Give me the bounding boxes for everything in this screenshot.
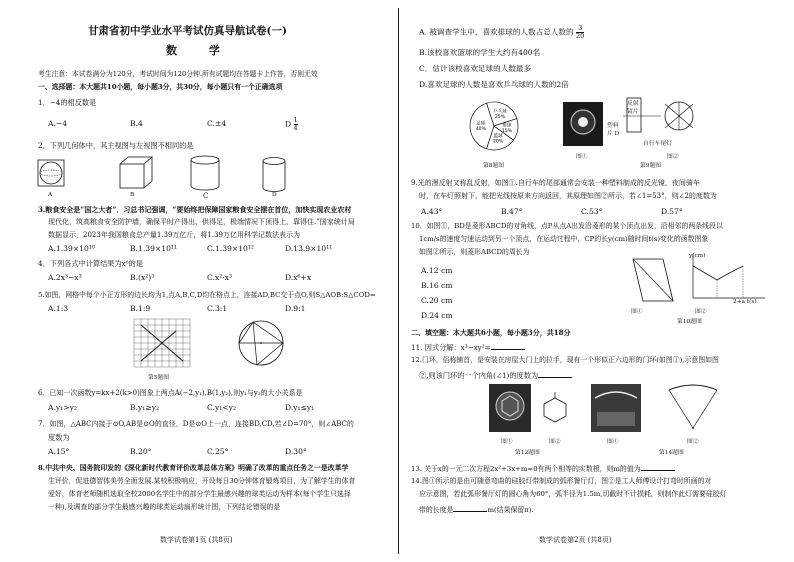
bike-label-4: 片 D [607, 131, 620, 137]
exam-page-2 [399, 0, 794, 562]
pie-label-3-0: 篮球 [493, 133, 503, 139]
q11-answer-blank[interactable] [491, 342, 525, 350]
q12-door-knocker-photo [489, 384, 531, 432]
q10-x-axis-label: 2+a t(s) [733, 299, 757, 305]
pie-label-1-1: 25% [494, 115, 506, 121]
q10-fig-2-caption: 图② [695, 309, 707, 315]
bike-label-3: 塑料 [607, 123, 619, 129]
q14-arc-diagram [663, 382, 723, 434]
q9-option-d[interactable]: D.57° [661, 207, 683, 216]
q2-label-a: A [48, 192, 53, 198]
fig8-caption: 第8题图 [483, 163, 505, 169]
q14-answer-blank[interactable] [453, 504, 487, 512]
q9-line-2: 时，在车灯照射下，能把光线按原来方向返回，其原理如图②所示，若∠1=53°，则∠2的度数为 [419, 192, 717, 200]
q1-option-a[interactable]: A.−4 [48, 119, 68, 128]
pie-label-0-1: 40% [475, 126, 486, 132]
q11-stem [411, 342, 525, 352]
q3-line-1: 3.粮食安全是“国之大者”．习总书记强调，“要始终把保障国家粮食安全摆在首位，加快实现农业农村 [38, 205, 352, 214]
q13-answer-blank[interactable] [641, 463, 675, 471]
fig14-caption: 第14题图 [659, 450, 684, 456]
q12-line-2-text: ②,则该门环的一个内角(∠1)的度数为 [419, 371, 539, 380]
q10-line-3: 如图②所示，则菱形ABCD的周长为 [419, 248, 530, 256]
fig12-caption: 第12题图 [515, 450, 540, 456]
q10-line-1: 10．如图①，BD是菱形ABCD的对角线，点P从点A出发沿菱形的某个顶点出发，沿相邻的两条线段以 [411, 222, 723, 230]
q13-text: 13. 关于x的一元二次方程2x²+3x+m=0有两个相等的实数根，则m的值为 [411, 465, 641, 473]
q14-line-3-text: 带的长度是 [419, 506, 454, 514]
q1-option-b[interactable]: B.4 [130, 119, 143, 128]
q8-option-d[interactable]: D.喜欢足球的人数是喜欢乒乓球的人数的2倍 [419, 80, 569, 89]
section-1-heading: 一、选择题：本大题共10小题，每小题3分，共30分，每小题只有一个正确选项 [38, 83, 283, 91]
section-2-heading: 二、填空题：本大题共6小题，每小题3分，共18分 [411, 328, 571, 337]
q5-grid-figure [132, 317, 192, 369]
solid-b-cube-icon [120, 157, 152, 188]
q8-pie-chart [469, 94, 519, 158]
q12-fig-2: 图② [549, 439, 561, 445]
solid-d-cylinder-icon [263, 158, 285, 192]
q6-option-b[interactable]: B.y₁≥y₂ [130, 403, 160, 412]
q3-line-2: 现代化，筑高粮食安全防护墙，确保平时产得出、供得足，极端情况下顶得上、靠得住.”国家统计局 [48, 218, 355, 226]
pie-label-0-0: 足球 [476, 121, 486, 127]
q7-line-2: 度数为 [48, 433, 70, 442]
pie-label-2-0: 排球 [502, 123, 512, 129]
q8-option-b[interactable]: B.该校喜欢篮球的学生大约有400名 [419, 48, 541, 57]
q6-option-d[interactable]: D.y₁≤y₁ [285, 403, 315, 412]
q10-option-a[interactable]: A.12 cm [421, 266, 453, 275]
q5-option-c[interactable]: C.3:1 [207, 304, 228, 313]
q4-stem: 4．下列各式中计算结果为x⁶的是 [38, 259, 143, 268]
q6-option-a[interactable]: A.y₁>y₂ [48, 403, 77, 412]
solid-c-cylinder-icon [191, 156, 219, 190]
q12-hexagon-diagram [541, 390, 569, 430]
q13-stem [411, 463, 675, 474]
q8-line-3: 爱好，体育老师随机选取全校2000名学生中的部分学生最感兴趣的球类运动为样本(每个学生只选择 [48, 490, 351, 498]
q1-option-d-letter: D [285, 119, 292, 129]
q9-option-a[interactable]: A.43° [421, 207, 443, 216]
q14-fig-1: 图① [607, 439, 619, 445]
q5-option-b[interactable]: B.1:9 [130, 304, 151, 313]
q7-line-1: 7．如图，△ABC内接于⊙O,AB是⊙O的直径，D是⊙O上一点，连接BD,CD,若∠D=70°，则∠ABC的 [38, 420, 354, 428]
q14-line-1: 14.图①所示的是由可随意弯曲的硅胶灯带制成的弧形餐厅灯，图②是工人师傅设计打弯时所画的对 [411, 477, 712, 485]
q10-y-axis-label: y(cm) [689, 253, 706, 259]
q12-line-1: 12.门环，俗称铺首，是安装在房屋大门上的拉手，现有一个形似正六边形的门环(如图①),示意图如图 [411, 356, 719, 364]
exam-title: 甘肃省初中学业水平考试仿真导航试卷(一) [88, 25, 287, 37]
q5-figure-caption: 第5题图 [148, 375, 170, 381]
q10-fig-1-caption: 图① [631, 309, 643, 315]
q7-option-c[interactable]: C.25° [207, 447, 229, 456]
bike-label-5: 自行车尾灯 [643, 141, 672, 147]
fig9-caption-1: 图① [576, 154, 588, 160]
q1-stem: 1．−4的相反数是 [38, 98, 97, 107]
q2-label-c: C [203, 192, 209, 200]
fig9-caption-2: 图② [667, 154, 679, 160]
q9-option-b[interactable]: B.47° [501, 207, 523, 216]
q9-option-c[interactable]: C.53° [581, 207, 603, 216]
q4-option-d[interactable]: D.x⁶+x [285, 273, 312, 282]
q8-option-a-fraction [576, 25, 584, 40]
fig9-photo-reflector [563, 102, 603, 146]
q3-option-a[interactable]: A.1.39×10¹⁰ [48, 244, 95, 253]
q8-line-2: 生评价，促进德智体美劳全面发展.某校积极响应，开设每日30分钟体育锻炼项目，为了解学生的体育 [48, 477, 356, 485]
bike-label-2: 镜片 [627, 109, 639, 115]
q3-option-d[interactable]: D.13.9×10¹¹ [285, 244, 333, 253]
q7-option-a[interactable]: A.15° [48, 447, 70, 456]
q2-solids-figure [0, 152, 398, 202]
q14-lamp-photo [591, 384, 641, 432]
q6-stem: 6．已知一次函数y=kx+2(k>0)图象上两点A(−2,y₁),B(1,y₂),则y₁与y₂的大小关系是 [38, 389, 303, 397]
q1-option-d[interactable] [285, 117, 298, 132]
solid-a-cube-sphere-icon [38, 160, 64, 186]
q1-frac-den: 4 [293, 124, 298, 132]
q3-line-3: 数据显示，2023年我国粮食总产量1.39万亿斤，将1.39万亿用科学记数法表示为 [48, 231, 300, 239]
q12-answer-blank[interactable] [538, 370, 572, 378]
q10-option-b[interactable]: B.16 cm [421, 281, 453, 290]
q8-frac-num: 3 [576, 25, 584, 33]
q10-figure-caption: 第10题图 [677, 319, 702, 325]
bike-label-1: 反射 [627, 101, 639, 107]
q2-stem: 2．下列几何体中，其主视图与左视图不相同的是 [38, 141, 194, 150]
pie-label-2-1: 15% [501, 128, 513, 134]
q1-fraction [294, 117, 298, 132]
subject-title: 数 学 [166, 44, 234, 57]
q5-stem: 5.如图，网格中每个小正方形的边长均为1,点A,B,C,D均在格点上，连接AD,BC交于点O,则S△AOB:S△COD= [38, 291, 376, 299]
q2-label-b: B [130, 192, 135, 198]
q8-line-1: 8.中共中央、国务院印发的《深化新时代教育评价改革总体方案》明确了改革的重点任务之一是改革学 [38, 464, 349, 472]
q14-line-3-tail: m(结果保留π). [487, 506, 534, 514]
q7-option-b[interactable]: B.20° [130, 447, 152, 456]
q10-function-graph [687, 252, 767, 306]
q1-option-c[interactable]: C.±4 [207, 119, 227, 128]
q3-option-c[interactable]: C.1.39×10¹² [207, 244, 254, 253]
q11-text: 11. 因式分解：x³−xy²= [411, 343, 491, 352]
q7-circle-figure [233, 317, 289, 369]
q14-line-2: 应示意图，若此弧形餐厅灯的圆心角为60°，弧半径为1.5m,切截时不计损耗，则制作此灯需要硅胶灯 [419, 490, 727, 498]
q8-line-4: 一种),及调查的部分学生最感兴趣的球类运动扇形统计图，下列结论错误的是 [48, 503, 281, 511]
q10-option-d[interactable]: D.24 cm [421, 311, 453, 320]
q6-option-c[interactable]: C.y₁<y₂ [207, 403, 236, 412]
q14-fig-2: 图② [687, 439, 699, 445]
q8-frac-den: 20 [576, 32, 585, 40]
q10-rhombus-figure [629, 255, 679, 305]
q5-option-a[interactable]: A.1:3 [48, 304, 69, 313]
q7-option-d[interactable]: D.30° [285, 447, 307, 456]
q12-line-2 [419, 370, 572, 380]
q4-option-b[interactable]: B.(x²)³ [130, 273, 155, 282]
pie-label-1-0: 乒乓球 [493, 109, 507, 115]
q10-option-c[interactable]: C.20 cm [421, 296, 453, 305]
q5-option-d[interactable]: D.9:1 [285, 304, 306, 313]
footer-page-1: 数学试卷第1页 (共8页) [160, 536, 233, 544]
notice: 考生注意：本试卷满分为120分，考试时间为120分钟.所有试题均在答题卡上作答，否则无效 [38, 70, 318, 78]
q2-label-d: D [272, 192, 277, 198]
q12-fig-1: 图① [501, 439, 513, 445]
footer-page-2: 数学试卷第2页 (共8页) [539, 536, 612, 544]
fig9-caption: 第9题图 [640, 163, 662, 169]
q8-option-a[interactable] [419, 25, 584, 40]
pie-label-3-1: 20% [492, 139, 504, 145]
q8-option-a-text: A. 被调查学生中，喜欢排球的人数占总人数的 [419, 27, 574, 37]
q3-option-b[interactable]: B.1.39×10¹¹ [130, 244, 178, 253]
q14-line-3 [419, 504, 534, 515]
q10-line-2: 1cm/s的速度匀速运动到另一个顶点，在运动过程中，CP的长y(cm)随时间t(s)变化的函数图象 [419, 235, 709, 243]
q9-line-1: 9.光的漫反射又称乱反射，如图①.自行车的尾部通常会安装一种塑料制成的反光镜，夜间骑车 [411, 179, 700, 187]
q4-option-a[interactable]: A.2x³−x³ [48, 273, 82, 282]
q1-frac-num: 1 [293, 116, 298, 124]
q8-option-c[interactable]: C．估计该校喜欢足球的人数最多 [419, 64, 532, 73]
q4-option-c[interactable]: C.x²·x³ [207, 273, 233, 282]
